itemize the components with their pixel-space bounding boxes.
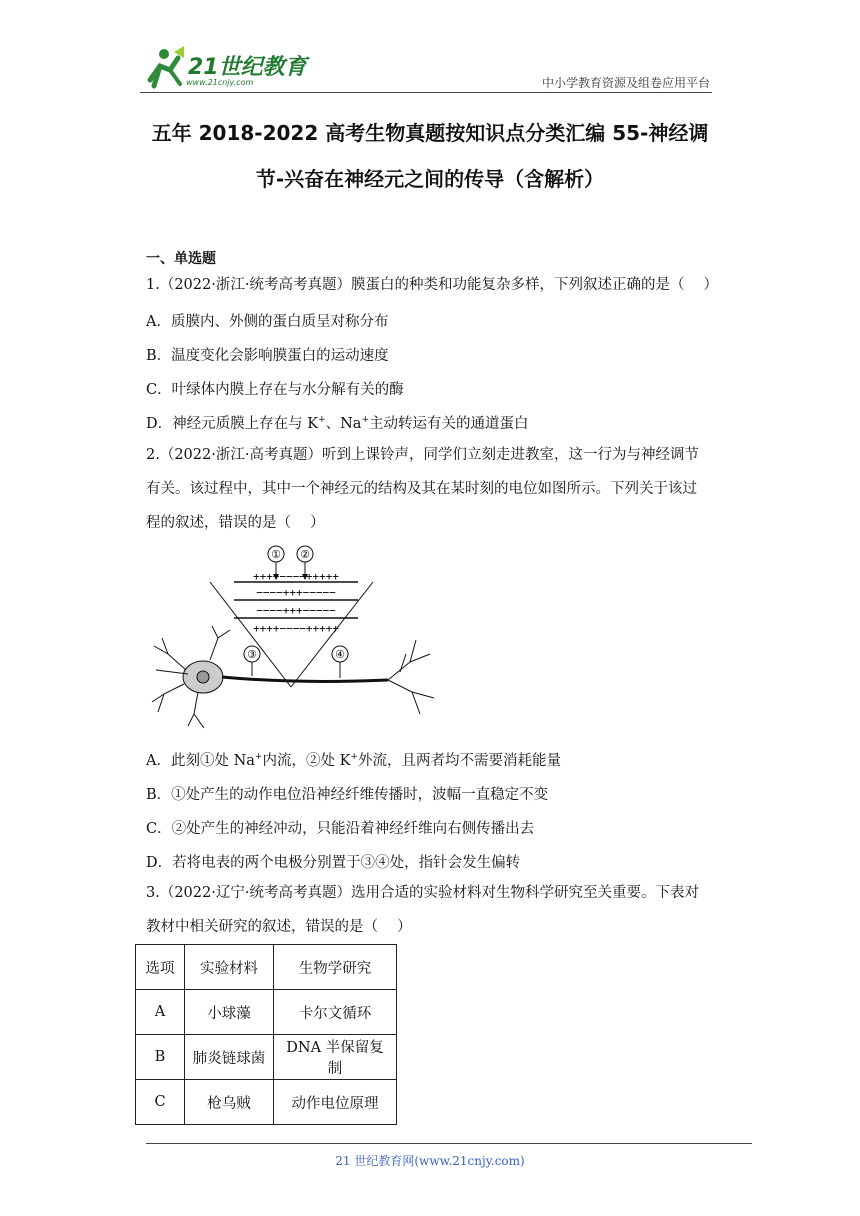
q2-option-b: B．①处产生的动作电位沿神经纤维传播时，波幅一直稳定不变 bbox=[146, 787, 549, 803]
neuron-figure bbox=[148, 542, 438, 732]
q2-option-c: C．②处产生的神经冲动，只能沿着神经纤维向右侧传播出去 bbox=[146, 821, 535, 837]
materials-table bbox=[135, 944, 397, 1125]
label-1: ① bbox=[271, 548, 281, 561]
header-divider bbox=[140, 92, 712, 93]
q1-option-d: D．神经元质膜上存在与 K+、Na+主动转运有关的通道蛋白 bbox=[146, 415, 529, 432]
platform-name: 中小学教育资源及组卷应用平台 bbox=[541, 76, 710, 90]
question-1-stem: 1.（2022·浙江·统考高考真题）膜蛋白的种类和功能复杂多样，下列叙述正确的是（ ） bbox=[146, 277, 719, 293]
row-3: −−−−+++−−−−− bbox=[256, 604, 336, 617]
q2-option-a: A．此刻①处 Na+内流，②处 K+外流，且两者均不需要消耗能量 bbox=[146, 752, 561, 769]
q1-option-b: B．温度变化会影响膜蛋白的运动速度 bbox=[146, 348, 389, 364]
logo-url: www.21cnjy.com bbox=[186, 78, 254, 87]
q1-option-a: A．质膜内、外侧的蛋白质呈对称分布 bbox=[146, 314, 389, 330]
title-line-1: 五年 2018-2022 高考生物真题按知识点分类汇编 55-神经调 bbox=[151, 121, 709, 145]
q2-option-d: D．若将电表的两个电极分别置于③④处，指针会发生偏转 bbox=[146, 855, 521, 871]
table-row: A 小球藻 卡尔文循环 bbox=[136, 990, 397, 1035]
table-row: B 肺炎链球菌 DNA 半保留复制 bbox=[136, 1035, 397, 1080]
section-heading: 一、单选题 bbox=[146, 251, 216, 267]
logo-text: 21世纪教育 bbox=[188, 55, 307, 80]
footer-divider bbox=[146, 1143, 752, 1144]
doc-title bbox=[110, 110, 750, 202]
question-3-stem: 3.（2022·辽宁·统考高考真题）选用合适的实验材料对生物科学研究至关重要。下表对 教材中相关研究的叙述，错误的是（ ） bbox=[146, 885, 699, 935]
table-header-row: 选项 实验材料 生物学研究 bbox=[136, 945, 397, 990]
row-2: −−−−+++−−−−− bbox=[256, 586, 336, 599]
logo bbox=[140, 44, 310, 92]
row-1: ++++−−−−+++++ bbox=[252, 570, 340, 583]
footer-link[interactable]: 21 世纪教育网(www.21cnjy.com) bbox=[335, 1154, 525, 1168]
title-line-2: 节-兴奋在神经元之间的传导（含解析） bbox=[255, 167, 605, 191]
q1-option-c: C．叶绿体内膜上存在与水分解有关的酶 bbox=[146, 382, 404, 398]
question-2-stem: 2.（2022·浙江·高考真题）听到上课铃声，同学们立刻走进教室，这一行为与神经调节 有关。该过程中，其中一个神经元的结构及其在某时刻的电位如图所示。下列关于该过 程的叙述，错误的是（ ） bbox=[146, 447, 699, 531]
label-4: ④ bbox=[335, 648, 345, 661]
label-3: ③ bbox=[247, 648, 257, 661]
label-2: ② bbox=[300, 548, 310, 561]
row-4: ++++−−−−+++++ bbox=[252, 622, 340, 635]
table-row: C 枪乌贼 动作电位原理 bbox=[136, 1080, 397, 1125]
